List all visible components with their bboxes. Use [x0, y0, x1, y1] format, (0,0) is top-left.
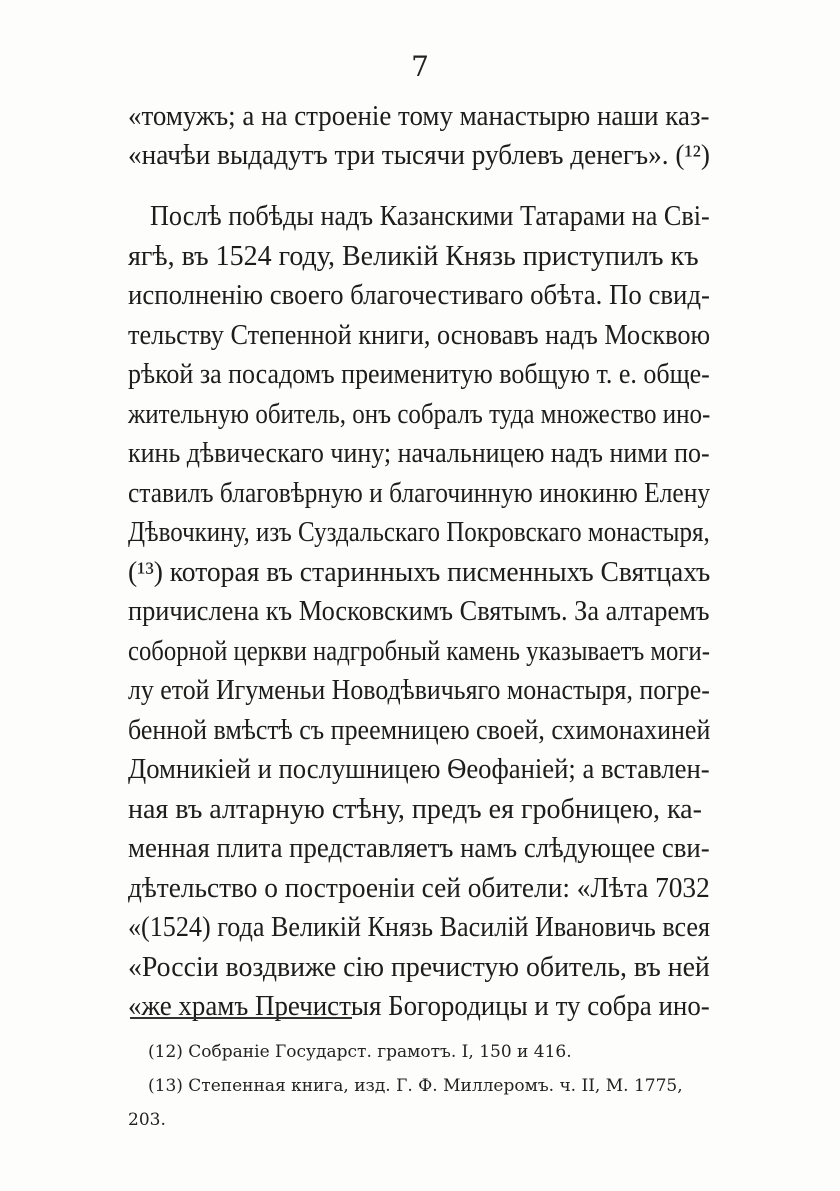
paragraph-first-line: Послѣ побѣды надъ Казанскими Татарами на Сві-: [150, 201, 710, 232]
text-line: жительную обитель, онъ собралъ туда множество ино-: [128, 399, 711, 430]
text-line: рѣкой за посадомъ преименитую вобщую т. е. обще-: [128, 359, 710, 390]
footnote-divider: [130, 1017, 352, 1019]
text-line: «начѣи выдадутъ три тысячи рублевъ денегъ». (¹²): [128, 140, 710, 171]
page-number: 7: [411, 50, 429, 83]
text-line: «Россіи воздвиже сію пречистую обитель, въ ней: [128, 952, 710, 983]
footnote-12: (12) Собраніе Государст. грамотъ. I, 150 и 416.: [148, 1042, 572, 1062]
text-line: соборной церкви надгробный камень указываетъ моги-: [128, 636, 710, 667]
text-line: «(1524) года Великій Князь Василій Ивановичь всея: [128, 912, 711, 943]
text-line: менная плита представляетъ намъ слѣдующее сви-: [128, 833, 710, 864]
text-line: дѣтельство о построеніи сей обители: «Лѣта 7032: [128, 873, 710, 904]
text-line: «томужъ; а на строеніе тому манастырю наши каз-: [128, 101, 710, 132]
text-line: причислена къ Московскимъ Святымъ. За алтаремъ: [128, 596, 710, 627]
text-line: Дѣвочкину, изъ Суздальскаго Покровскаго монастыря,: [128, 517, 710, 548]
text-line: тельству Степенной книги, основавъ надъ Москвою: [128, 320, 711, 351]
text-line: ставилъ благовѣрную и благочинную инокиню Елену: [128, 478, 711, 509]
text-line: Домникіей и послушницею Ѳеофаніей; а вставлен-: [128, 754, 710, 785]
text-line: ягѣ, въ 1524 году, Великій Князь приступилъ къ: [128, 241, 699, 272]
footnote-13: (13) Степенная книга, изд. Г. Ф. Миллеромъ. ч. II, М. 1775,: [148, 1076, 683, 1096]
text-line: бенной вмѣстѣ съ преемницею своей, схимонахиней: [128, 715, 711, 746]
text-line: исполненію своего благочестиваго обѣта. По свид-: [128, 280, 710, 311]
text-line: «же храмъ Пречистыя Богородицы и ту собра ино-: [128, 991, 710, 1022]
text-line: (¹³) которая въ старинныхъ писменныхъ Святцахъ: [128, 557, 711, 588]
text-line: лу етой Игуменьи Новодѣвичьяго монастыря, погре-: [128, 675, 710, 706]
text-line: кинь дѣвическаго чину; начальницею надъ ними по-: [128, 438, 710, 469]
footnote-13-continuation: 203.: [128, 1110, 166, 1130]
text-line: ная въ алтарную стѣну, предъ ея гробницею, ка-: [128, 794, 702, 825]
